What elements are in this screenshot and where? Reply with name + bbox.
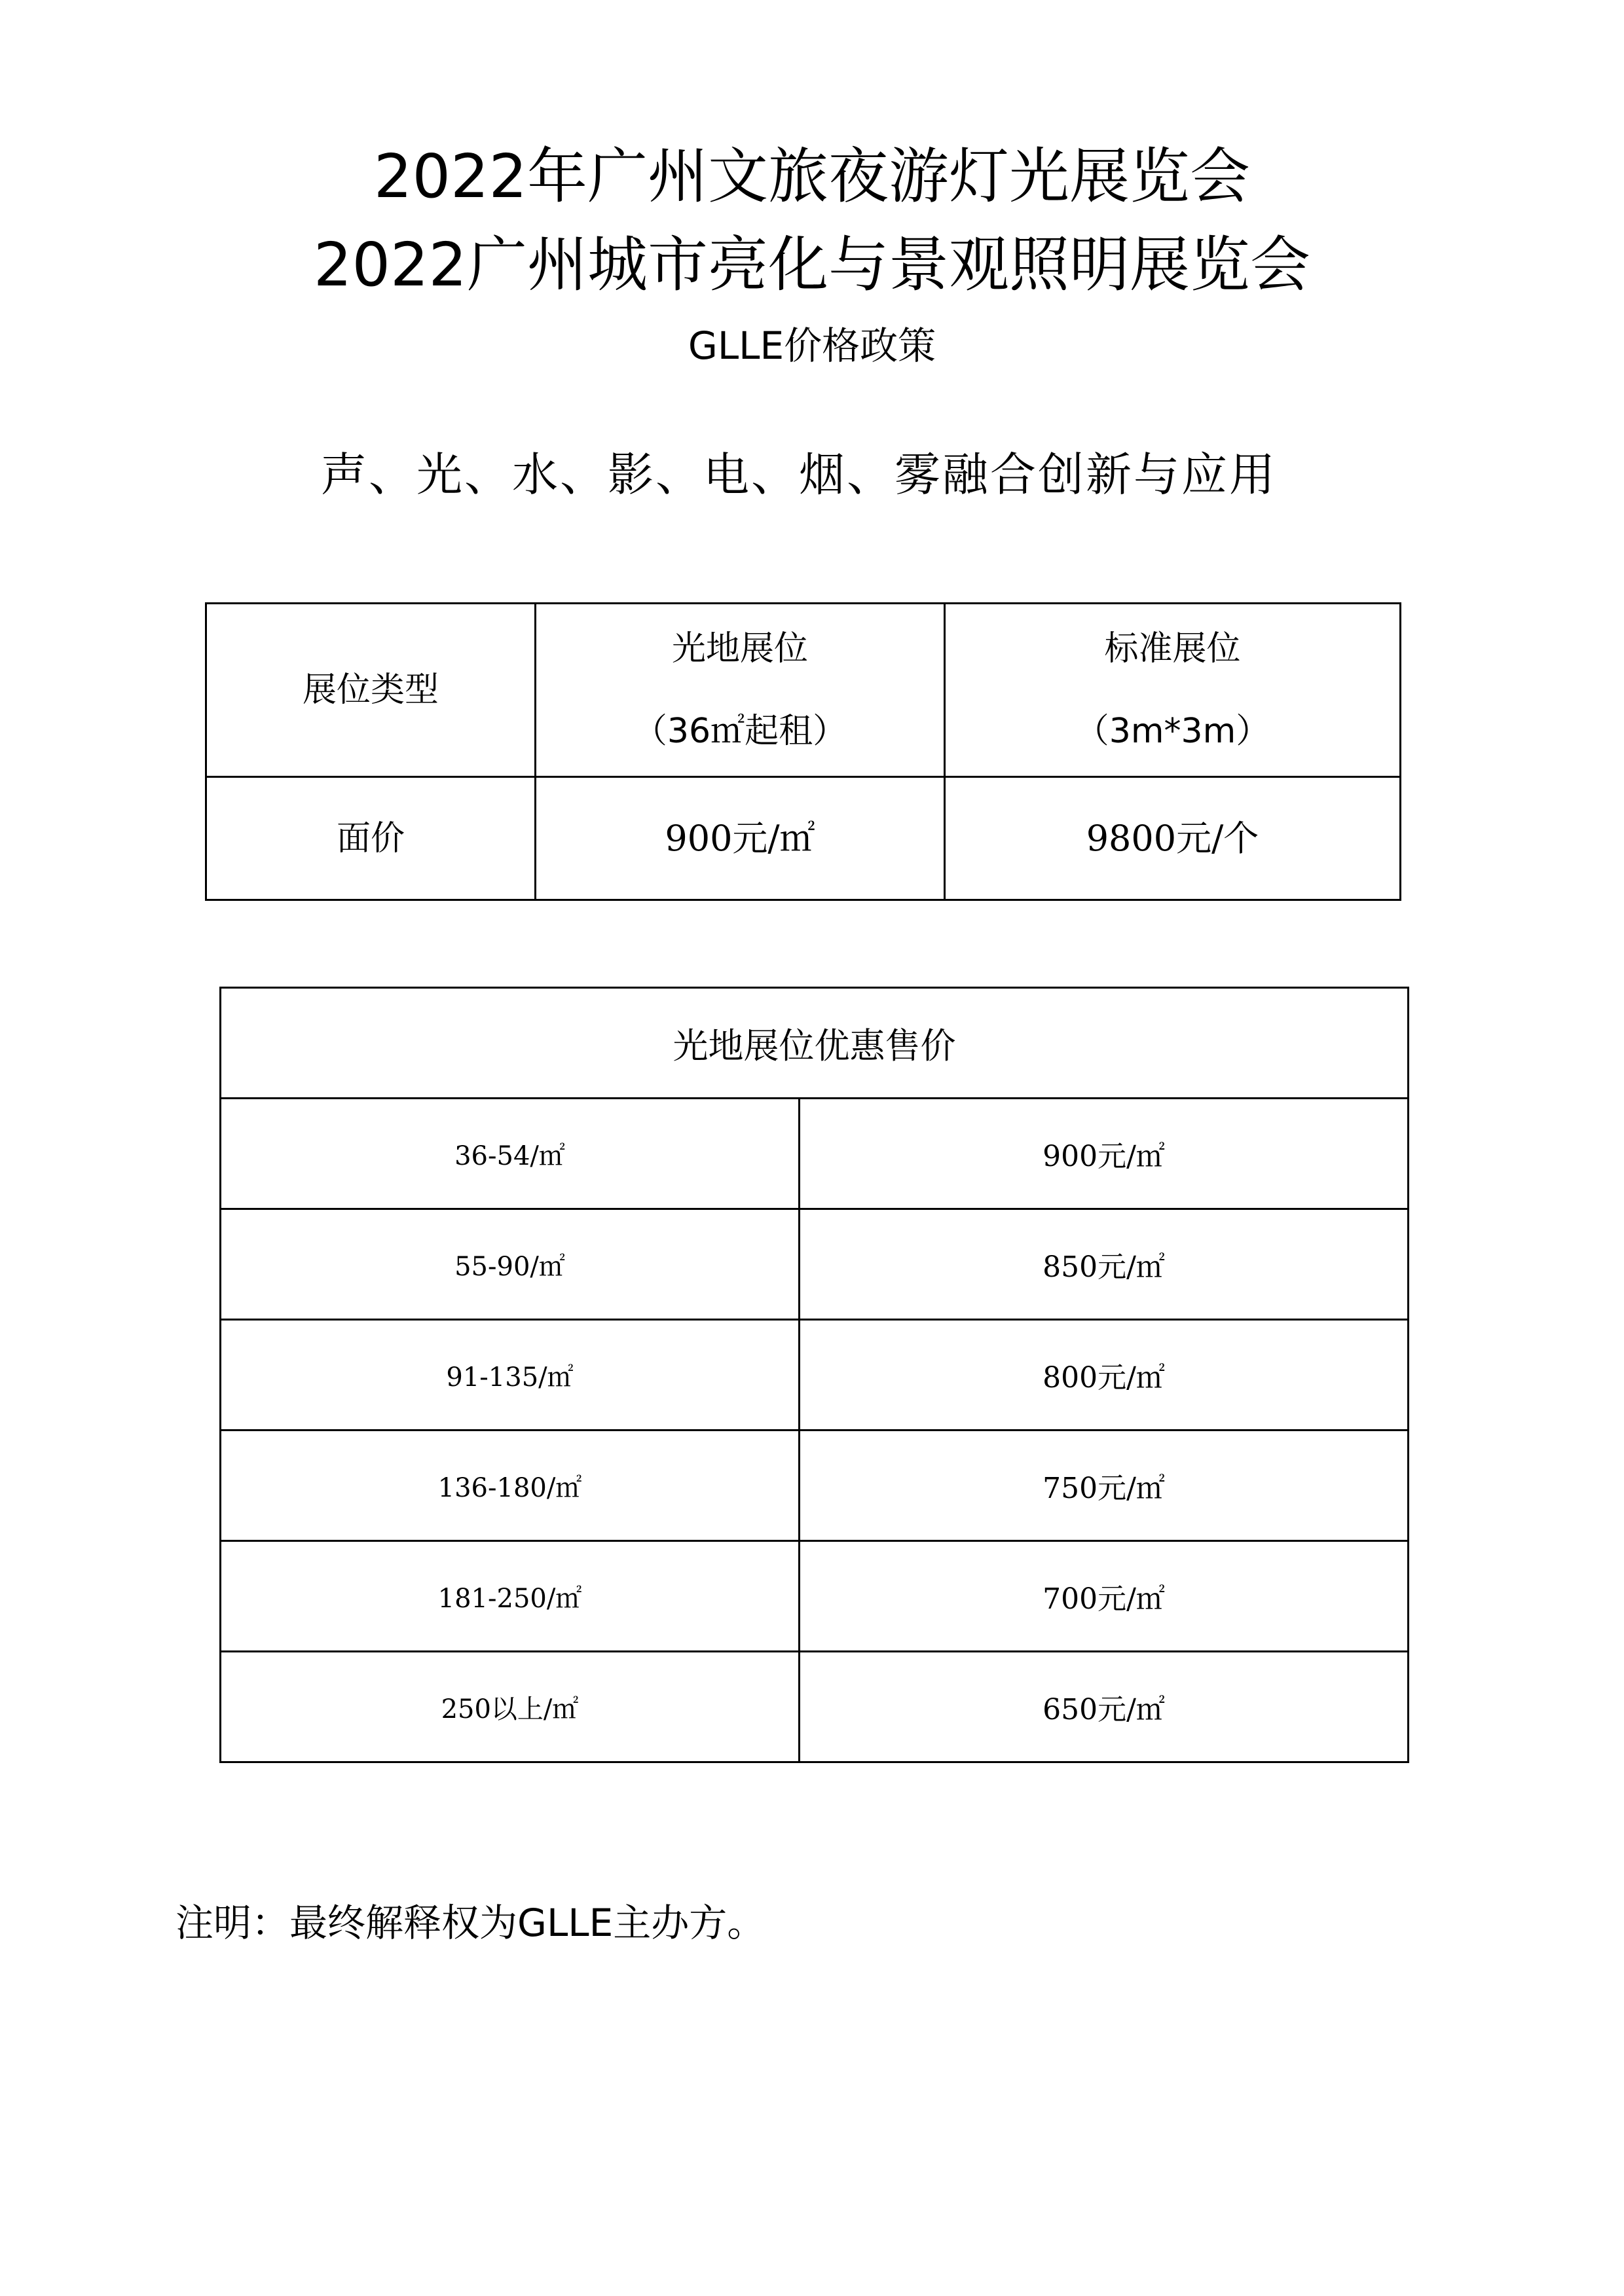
- table-row: [221, 1652, 1409, 1762]
- table-row: [221, 1209, 1409, 1320]
- tier-range: 136-180/㎡: [221, 1430, 800, 1541]
- table-row: [221, 1099, 1409, 1209]
- raw-space-note: （36㎡起租）: [633, 712, 847, 751]
- standard-booth-label: 标准展位: [1104, 629, 1241, 668]
- standard-booth-header: [945, 604, 1401, 777]
- title-line-1: 2022年广州文旅夜游灯光展览会: [373, 141, 1251, 211]
- tier-price: 750元/㎡: [800, 1430, 1409, 1541]
- booth-type-table: [205, 602, 1401, 901]
- price-label: 面价: [206, 777, 536, 900]
- table-row: [221, 988, 1409, 1099]
- footer-note: 注明：最终解释权为GLLE主办方。: [175, 1901, 766, 1945]
- raw-space-header: [536, 604, 945, 777]
- table-row: [206, 777, 1401, 900]
- tier-range: 250以上/㎡: [221, 1652, 800, 1762]
- raw-space-label: 光地展位: [671, 629, 808, 668]
- table-row: [221, 1320, 1409, 1430]
- discount-price-table: [219, 987, 1409, 1763]
- tier-price: 650元/㎡: [800, 1652, 1409, 1762]
- tier-range: 181-250/㎡: [221, 1541, 800, 1652]
- discount-table-caption: 光地展位优惠售价: [221, 988, 1409, 1099]
- standard-booth-note: （3m*3m）: [1075, 712, 1270, 751]
- tagline: 声、光、水、影、电、烟、雾融合创新与应用: [321, 448, 1277, 501]
- tier-price: 850元/㎡: [800, 1209, 1409, 1320]
- raw-space-price: 900元/㎡: [536, 777, 945, 900]
- tier-price: 700元/㎡: [800, 1541, 1409, 1652]
- title-line-2: 2022广州城市亮化与景观照明展览会: [313, 230, 1311, 300]
- tier-price: 800元/㎡: [800, 1320, 1409, 1430]
- table-row: [206, 604, 1401, 777]
- tier-range: 55-90/㎡: [221, 1209, 800, 1320]
- table-row: [221, 1430, 1409, 1541]
- tier-range: 91-135/㎡: [221, 1320, 800, 1430]
- table-row: [221, 1541, 1409, 1652]
- booth-type-header: 展位类型: [206, 604, 536, 777]
- tier-price: 900元/㎡: [800, 1099, 1409, 1209]
- standard-booth-price: 9800元/个: [945, 777, 1401, 900]
- tier-range: 36-54/㎡: [221, 1099, 800, 1209]
- subtitle: GLLE价格政策: [688, 323, 936, 368]
